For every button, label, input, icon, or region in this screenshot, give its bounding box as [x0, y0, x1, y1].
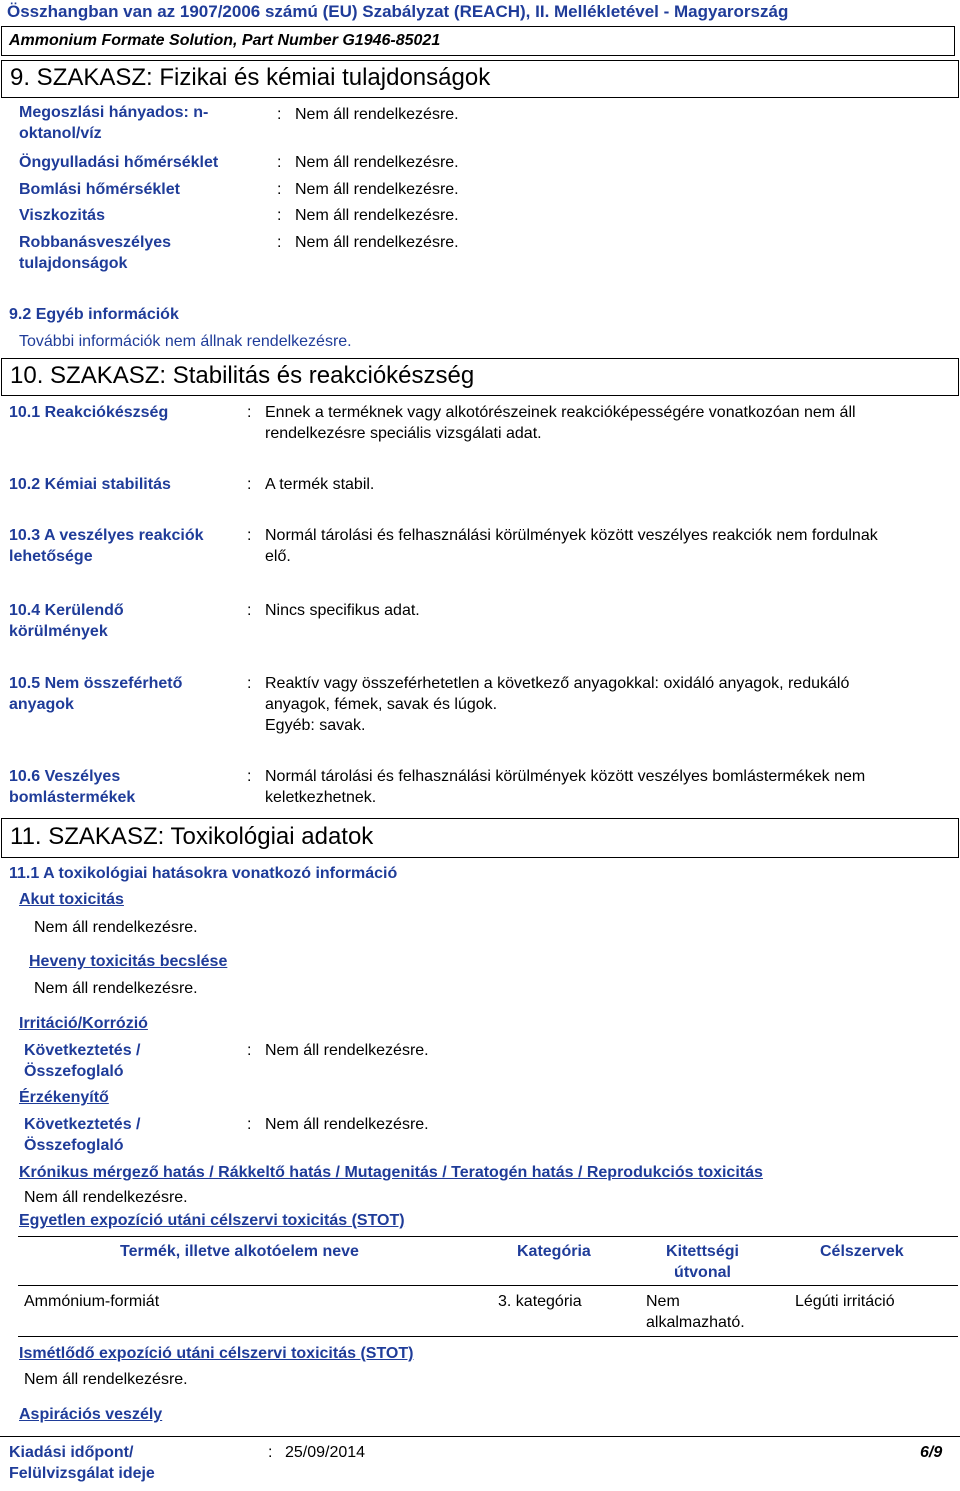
- product-header: [1, 26, 955, 56]
- acute-toxicity-text: Nem áll rendelkezésre.: [34, 919, 198, 936]
- acute-toxicity-title: Akut toxicitás: [19, 891, 124, 908]
- chronic-toxicity-title: Krónikus mérgező hatás / Rákkeltő hatás / Mutagenitás / Teratogén hatás / Reprodukciós toxicitás: [19, 1164, 763, 1181]
- incompatible-label: 10.5 Nem összeférhető anyagok: [9, 675, 183, 713]
- colon: :: [247, 404, 252, 421]
- section11-header: [1, 818, 959, 858]
- prop-autoignition-label: Öngyulladási hőmérséklet: [19, 154, 219, 171]
- sensitizer-title: Érzékenyítő: [19, 1089, 109, 1106]
- stot-repeat-title: Ismétlődő expozíció utáni célszervi toxicitás (STOT): [19, 1345, 414, 1362]
- colon: :: [277, 181, 282, 198]
- colon: :: [277, 234, 282, 251]
- regulation-header: Összhangban van az 1907/2006 számú (EU) Szabályzat (REACH), II. Mellékletével - Magyarország: [7, 2, 789, 21]
- footer-rule: [0, 1436, 960, 1437]
- prop-partition-label: Megoszlási hányados: n- oktanol/víz: [19, 104, 209, 142]
- colon: :: [277, 207, 282, 224]
- colon: :: [247, 1116, 252, 1133]
- col-header-organs: Célszervek: [820, 1243, 904, 1260]
- stot-single-title: Egyetlen expozíció utáni célszervi toxicitás (STOT): [19, 1212, 405, 1229]
- table-bottom-rule: [18, 1336, 958, 1337]
- decomposition-products-label: 10.6 Veszélyes bomlástermékek: [9, 768, 136, 806]
- table-header-rule: [18, 1285, 958, 1286]
- table-cell-route: Nem alkalmazható.: [646, 1293, 745, 1331]
- prop-decomposition-label: Bomlási hőmérséklet: [19, 181, 180, 198]
- other-info-text: További információk nem állnak rendelkezésre.: [19, 333, 352, 350]
- conditions-avoid-label: 10.4 Kerülendő körülmények: [9, 602, 124, 640]
- section11-title: 11. SZAKASZ: Toxikológiai adatok: [10, 823, 374, 850]
- prop-autoignition-value: Nem áll rendelkezésre.: [295, 154, 459, 171]
- prop-explosive-label: Robbanásveszélyes tulajdonságok: [19, 234, 172, 272]
- colon: :: [247, 527, 252, 544]
- sensitizer-conclusion-label: Következtetés / Összefoglaló: [24, 1116, 141, 1154]
- reactivity-label: 10.1 Reakciókészség: [9, 404, 169, 421]
- tox-info-subtitle: 11.1 A toxikológiai hatásokra vonatkozó információ: [9, 865, 398, 882]
- hazardous-reactions-value: Normál tárolási és felhasználási körülmények között veszélyes reakciók nem fordulnak elő.: [265, 527, 878, 565]
- colon: :: [247, 602, 252, 619]
- hazardous-reactions-label: 10.3 A veszélyes reakciók lehetősége: [9, 527, 204, 565]
- footer-date-label: Kiadási időpont/ Felülvizsgálat ideje: [9, 1444, 155, 1482]
- aspiration-title: Aspirációs veszély: [19, 1406, 163, 1423]
- prop-viscosity-label: Viszkozitás: [19, 207, 105, 224]
- colon: :: [277, 154, 282, 171]
- chronic-toxicity-text: Nem áll rendelkezésre.: [24, 1189, 188, 1206]
- table-cell-category: 3. kategória: [498, 1293, 582, 1310]
- prop-decomposition-value: Nem áll rendelkezésre.: [295, 181, 459, 198]
- irritation-title: Irritáció/Korrózió: [19, 1015, 148, 1032]
- section9-title: 9. SZAKASZ: Fizikai és kémiai tulajdonságok: [10, 64, 491, 91]
- sensitizer-conclusion-value: Nem áll rendelkezésre.: [265, 1116, 429, 1133]
- prop-viscosity-value: Nem áll rendelkezésre.: [295, 207, 459, 224]
- table-cell-name: Ammónium-formiát: [24, 1293, 160, 1310]
- footer-date-value: 25/09/2014: [285, 1444, 366, 1461]
- colon: :: [247, 476, 252, 493]
- table-cell-organs: Légúti irritáció: [795, 1293, 895, 1310]
- col-header-category: Kategória: [517, 1243, 591, 1260]
- other-info-title: 9.2 Egyéb információk: [9, 306, 179, 323]
- colon: :: [247, 1042, 252, 1059]
- conditions-avoid-value: Nincs specifikus adat.: [265, 602, 420, 619]
- colon: :: [268, 1444, 273, 1461]
- stot-repeat-text: Nem áll rendelkezésre.: [24, 1371, 188, 1388]
- prop-explosive-value: Nem áll rendelkezésre.: [295, 234, 459, 251]
- section10-header: [1, 358, 959, 396]
- page-number: 6/9: [920, 1444, 943, 1461]
- reactivity-value: Ennek a terméknek vagy alkotórészeinek reakcióképességére vonatkozóan nem áll rendelkezésre speciális vizsgálati adat.: [265, 404, 856, 442]
- col-header-route: Kitettségi útvonal: [666, 1243, 739, 1281]
- section10-title: 10. SZAKASZ: Stabilitás és reakciókészség: [10, 362, 475, 389]
- product-name: Ammonium Formate Solution, Part Number G1946-85021: [9, 32, 441, 49]
- prop-partition-value: Nem áll rendelkezésre.: [295, 106, 459, 123]
- decomposition-products-value: Normál tárolási és felhasználási körülmények között veszélyes bomlástermékek nem keletkezhetnek.: [265, 768, 866, 806]
- irritation-conclusion-value: Nem áll rendelkezésre.: [265, 1042, 429, 1059]
- section9-header: [1, 60, 959, 98]
- acute-estimate-text: Nem áll rendelkezésre.: [34, 980, 198, 997]
- col-header-name: Termék, illetve alkotóelem neve: [120, 1243, 359, 1260]
- stability-label: 10.2 Kémiai stabilitás: [9, 476, 171, 493]
- stability-value: A termék stabil.: [265, 476, 375, 493]
- colon: :: [247, 675, 252, 692]
- colon: :: [277, 106, 282, 123]
- incompatible-value: Reaktív vagy összeférhetetlen a következő anyagokkal: oxidáló anyagok, redukáló anyagok, fémek, savak és lúgok. Egyéb: savak.: [265, 675, 850, 734]
- acute-estimate-title: Heveny toxicitás becslése: [29, 953, 228, 970]
- colon: :: [247, 768, 252, 785]
- table-top-rule: [18, 1236, 958, 1237]
- irritation-conclusion-label: Következtetés / Összefoglaló: [24, 1042, 141, 1080]
